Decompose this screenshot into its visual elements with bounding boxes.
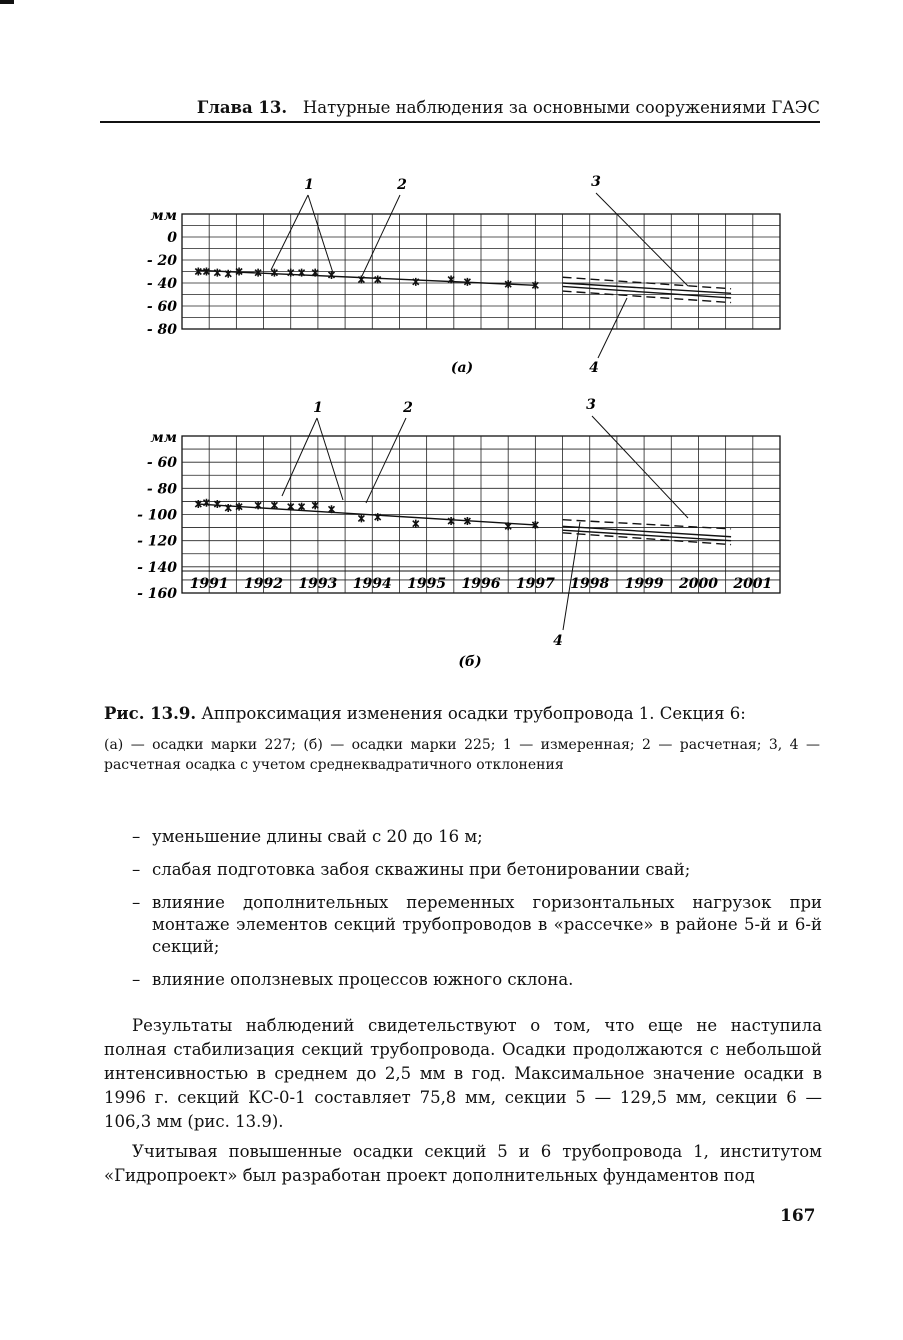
paragraph: Учитывая повышенные осадки секций 5 и 6 трубопровода 1, институтом «Гидропроект» был разработан проект дополнительных фундаментов под [104, 1142, 822, 1185]
list-item-text: уменьшение длины свай с 20 до 16 м; [152, 827, 483, 846]
y-tick-label: - 140 [137, 559, 177, 576]
x-tick-label: 1997 [515, 576, 555, 592]
list-item-text: влияние дополнительных переменных горизонтальных нагрузок при монтаже элементов секций трубопроводов в «рассечке» в районе 5-й и 6-й секций; [152, 893, 822, 956]
x-tick-label: 2000 [678, 576, 718, 592]
chart-a-series [195, 268, 731, 303]
x-tick-label: 2001 [733, 576, 773, 592]
page-number: 167 [780, 1206, 816, 1226]
callout-label-4: 4 [589, 360, 599, 376]
data-point-measured [413, 520, 419, 528]
figure-caption-body: (а) — осадки марки 227; (б) — осадки марки 225; 1 — измеренная; 2 — расчетная; 3, 4 — расчетная осадка с учетом среднеквадратичного отклонения [104, 737, 820, 773]
x-tick-label: 1998 [570, 576, 610, 592]
data-point-measured [299, 503, 305, 511]
y-tick-label: - 40 [146, 276, 177, 292]
y-tick-label: - 60 [146, 455, 177, 472]
data-point-measured [375, 276, 381, 284]
figure-caption-title: Аппроксимация изменения осадки трубопровода 1. Секция 6: [201, 704, 746, 723]
y-tick-label: - 100 [137, 507, 177, 524]
y-tick-label: - 80 [146, 322, 177, 338]
data-point-measured [448, 517, 454, 525]
data-point-measured [329, 271, 335, 279]
data-point-measured [358, 276, 364, 284]
callout-label-2: 2 [403, 400, 413, 416]
scan-corner-mark [0, 0, 14, 4]
x-tick-label: 1995 [407, 576, 447, 592]
body-text [104, 1014, 822, 1194]
list-item: – влияние дополнительных переменных горизонтальных нагрузок при монтаже элементов секций трубопроводов в «рассечке» в районе 5-й и 6-й секций; [132, 893, 822, 956]
data-point-measured [214, 269, 220, 277]
callout-label-1: 1 [304, 177, 314, 193]
x-tick-label: 1991 [189, 576, 229, 592]
callout-leader-1 [271, 195, 308, 270]
callout-leader-1 [317, 418, 343, 500]
callout-leader-1 [282, 418, 317, 496]
callout-label-4: 4 [553, 633, 563, 649]
data-point-measured [375, 513, 381, 521]
chart-panel-a [0, 170, 903, 380]
header-rule [100, 121, 820, 123]
figure-caption [104, 704, 820, 775]
callout-label-2: 2 [397, 177, 407, 193]
chart-b-panel-label: (б) [458, 654, 482, 670]
chart-panel-b [0, 390, 903, 680]
chart-a-grid [182, 214, 780, 329]
data-point-measured [214, 500, 220, 508]
list-item: – влияние оползневых процессов южного склона. [132, 970, 574, 989]
callout-leader-4 [598, 298, 627, 358]
data-point-measured [358, 514, 364, 522]
chart-b-series [195, 499, 731, 545]
y-axis-unit-label: мм [150, 430, 177, 446]
y-tick-label: - 80 [146, 481, 177, 498]
data-point-measured [312, 501, 318, 509]
chart-b-y-axis [137, 430, 177, 602]
callout-leader-3 [596, 193, 688, 286]
bullet-list [132, 826, 822, 1002]
chart-a-panel-label: (а) [450, 360, 474, 376]
list-item: – уменьшение длины свай с 20 до 16 м; [132, 827, 483, 846]
data-point-measured [203, 499, 209, 507]
callout-leader-1 [308, 195, 333, 273]
callout-leader-2 [362, 195, 400, 276]
chart-b-grid [182, 436, 780, 593]
paragraph: Результаты наблюдений свидетельствуют о том, что еще не наступила полная стабилизация секций трубопровода. Осадки продолжаются с небольшой интенсивностью в среднем до 2,5 мм в год. Максимальное значение осадки в 1996 г. секций КС-0-1 составляет 75,8 мм, секции 5 — 129,5 мм, секции 6 — 106,3 мм (рис. 13.9). [104, 1016, 822, 1131]
chart-a-callouts [271, 174, 688, 376]
chapter-label: Глава 13. [196, 98, 288, 117]
y-tick-label: - 160 [137, 586, 177, 602]
callout-leader-3 [592, 416, 688, 518]
x-tick-label: 1996 [461, 576, 501, 592]
callout-label-3: 3 [586, 397, 596, 413]
data-point-measured [288, 269, 294, 277]
data-point-measured [413, 278, 419, 286]
running-head [100, 98, 820, 117]
chapter-title: Натурные наблюдения за основными сооружениями ГАЭС [302, 98, 820, 117]
x-tick-label: 1993 [298, 576, 338, 592]
x-tick-label: 1999 [624, 576, 664, 592]
chart-a-y-axis [147, 208, 177, 338]
callout-label-3: 3 [591, 174, 601, 190]
data-point-measured [271, 269, 277, 277]
list-item: – слабая подготовка забоя скважины при бетонировании свай; [132, 860, 691, 879]
x-tick-label: 1992 [244, 576, 284, 592]
list-item-text: влияние оползневых процессов южного склона. [152, 970, 574, 989]
x-tick-label: 1994 [352, 576, 392, 592]
list-item-text: слабая подготовка забоя скважины при бетонировании свай; [152, 860, 691, 879]
y-tick-label: 0 [167, 230, 177, 246]
y-tick-label: - 120 [137, 533, 177, 550]
y-axis-unit-label: мм [150, 208, 177, 224]
callout-label-1: 1 [313, 400, 323, 416]
y-tick-label: - 20 [146, 253, 177, 269]
y-tick-label: - 60 [146, 299, 177, 315]
figure-caption-prefix: Рис. 13.9. [104, 704, 197, 723]
